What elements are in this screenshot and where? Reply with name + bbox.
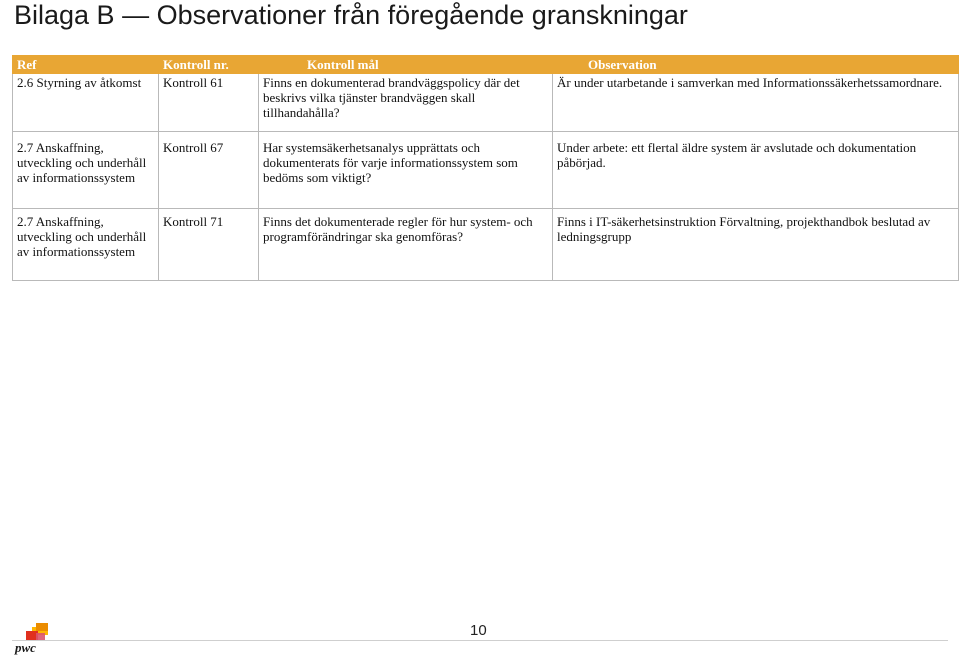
- table-header-row: [13, 56, 959, 74]
- header-kontroll-nr: Kontroll nr.: [159, 56, 259, 74]
- pwc-logo-icon: [12, 621, 56, 655]
- cell-kontroll: Kontroll 71: [159, 209, 259, 281]
- cell-ref: 2.7 Anskaffning, utveckling och underhåll av informationssystem: [13, 132, 159, 209]
- page-title: Bilaga B — Observationer från föregående granskningar: [14, 0, 688, 30]
- cell-kontroll: Kontroll 61: [159, 74, 259, 132]
- logo-text: pwc: [15, 640, 36, 655]
- cell-kontroll-mal: Finns det dokumenterade regler för hur system- och programförändringar ska genomföras?: [259, 209, 553, 281]
- page-number: 10: [470, 622, 487, 639]
- table-row: [13, 132, 959, 209]
- table-row: [13, 74, 959, 132]
- cell-kontroll-mal: Finns en dokumenterad brandväggspolicy där det beskrivs vilka tjänster brandväggen skall tillhandahålla?: [259, 74, 553, 132]
- cell-observation: Under arbete: ett flertal äldre system är avslutade och dokumentation påbörjad.: [553, 132, 959, 209]
- header-observation: Observation: [553, 56, 959, 74]
- footer-divider: [12, 640, 948, 641]
- cell-observation: Finns i IT-säkerhetsinstruktion Förvaltning, projekthandbok beslutad av ledningsgrupp: [553, 209, 959, 281]
- table-row: [13, 209, 959, 281]
- logo-block-rose: [36, 633, 45, 640]
- cell-kontroll: Kontroll 67: [159, 132, 259, 209]
- cell-ref: 2.7 Anskaffning, utveckling och underhåll av informationssystem: [13, 209, 159, 281]
- cell-ref: 2.6 Styrning av åtkomst: [13, 74, 159, 132]
- cell-kontroll-mal: Har systemsäkerhetsanalys upprättats och dokumenterats för varje informationssystem som bedöms som viktigt?: [259, 132, 553, 209]
- header-kontroll-mal: Kontroll mål: [259, 56, 553, 74]
- header-ref: Ref: [13, 56, 159, 74]
- logo-block-orange: [36, 623, 48, 631]
- cell-observation: Är under utarbetande i samverkan med Informationssäkerhetssamordnare.: [553, 74, 959, 132]
- observations-table: [12, 55, 959, 281]
